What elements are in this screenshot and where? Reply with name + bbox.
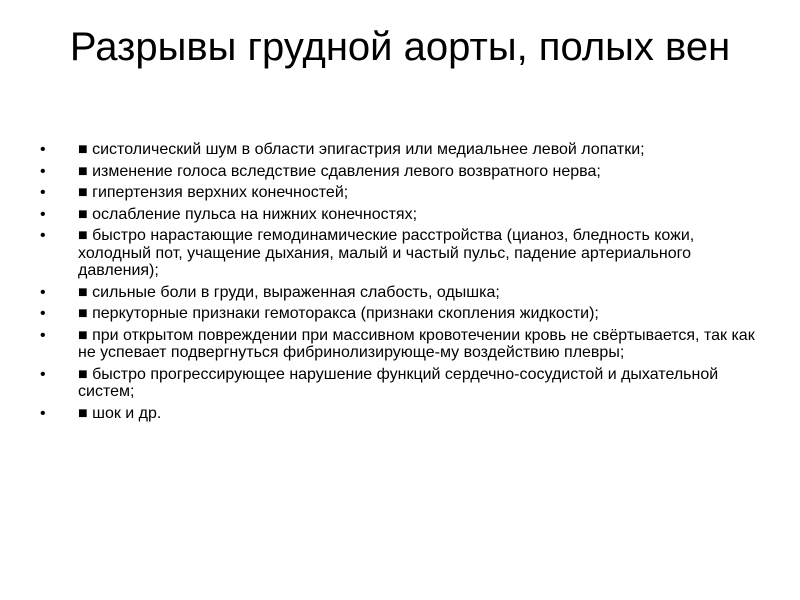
list-item: [40, 184, 760, 202]
list-item-text: ■ изменение голоса вследствие сдавления левого возвратного нерва;: [78, 162, 601, 180]
list-item: [40, 284, 760, 302]
list-item: [40, 227, 760, 280]
bullet-dot-icon: •: [40, 227, 46, 244]
slide-title: Разрывы грудной аорты, полых вен: [69, 25, 731, 69]
list-item: [40, 141, 760, 159]
bullet-dot-icon: •: [40, 404, 46, 422]
list-item-text: ■ шок и др.: [78, 404, 162, 422]
list-item: [40, 305, 760, 323]
list-item-text: ■ гипертензия верхних конечностей;: [78, 184, 349, 201]
list-item-text: ■ ослабление пульса на нижних конечностях;: [78, 205, 418, 223]
bullet-dot-icon: •: [40, 283, 46, 301]
bullet-dot-icon: •: [40, 365, 46, 383]
list-item: [40, 327, 760, 362]
list-item-text: ■ быстро прогрессирующее нарушение функций сердечно-сосудистой и дыхательной систем;: [78, 365, 719, 400]
list-item-text: ■ систолический шум в области эпигастрия или медиальнее левой лопатки;: [78, 141, 645, 158]
list-item: [40, 206, 760, 224]
list-item-text: ■ сильные боли в груди, выраженная слабость, одышка;: [78, 283, 500, 301]
bullet-dot-icon: •: [40, 184, 46, 201]
list-item: [40, 405, 760, 423]
list-item: [40, 163, 760, 181]
bullet-dot-icon: •: [40, 205, 46, 223]
list-item-text: ■ при открытом повреждении при массивном кровотечении кровь не свёртывается, так как не успевает подвергнуться фибринолизирующе-му воздействию плевры;: [78, 326, 755, 361]
bullet-dot-icon: •: [40, 326, 46, 344]
list-item-text: ■ быстро нарастающие гемодинамические расстройства (цианоз, бледность кожи, холодный пот, учащение дыхания, малый и частый пульс, падение артериального давления);: [78, 227, 695, 279]
list-item-text: ■ перкуторные признаки гемоторакса (признаки скопления жидкости);: [78, 305, 599, 322]
bullet-dot-icon: •: [40, 141, 46, 158]
bullet-dot-icon: •: [40, 162, 46, 180]
bullet-dot-icon: •: [40, 305, 46, 322]
list-item: [40, 366, 760, 401]
bullet-list: [40, 141, 760, 426]
